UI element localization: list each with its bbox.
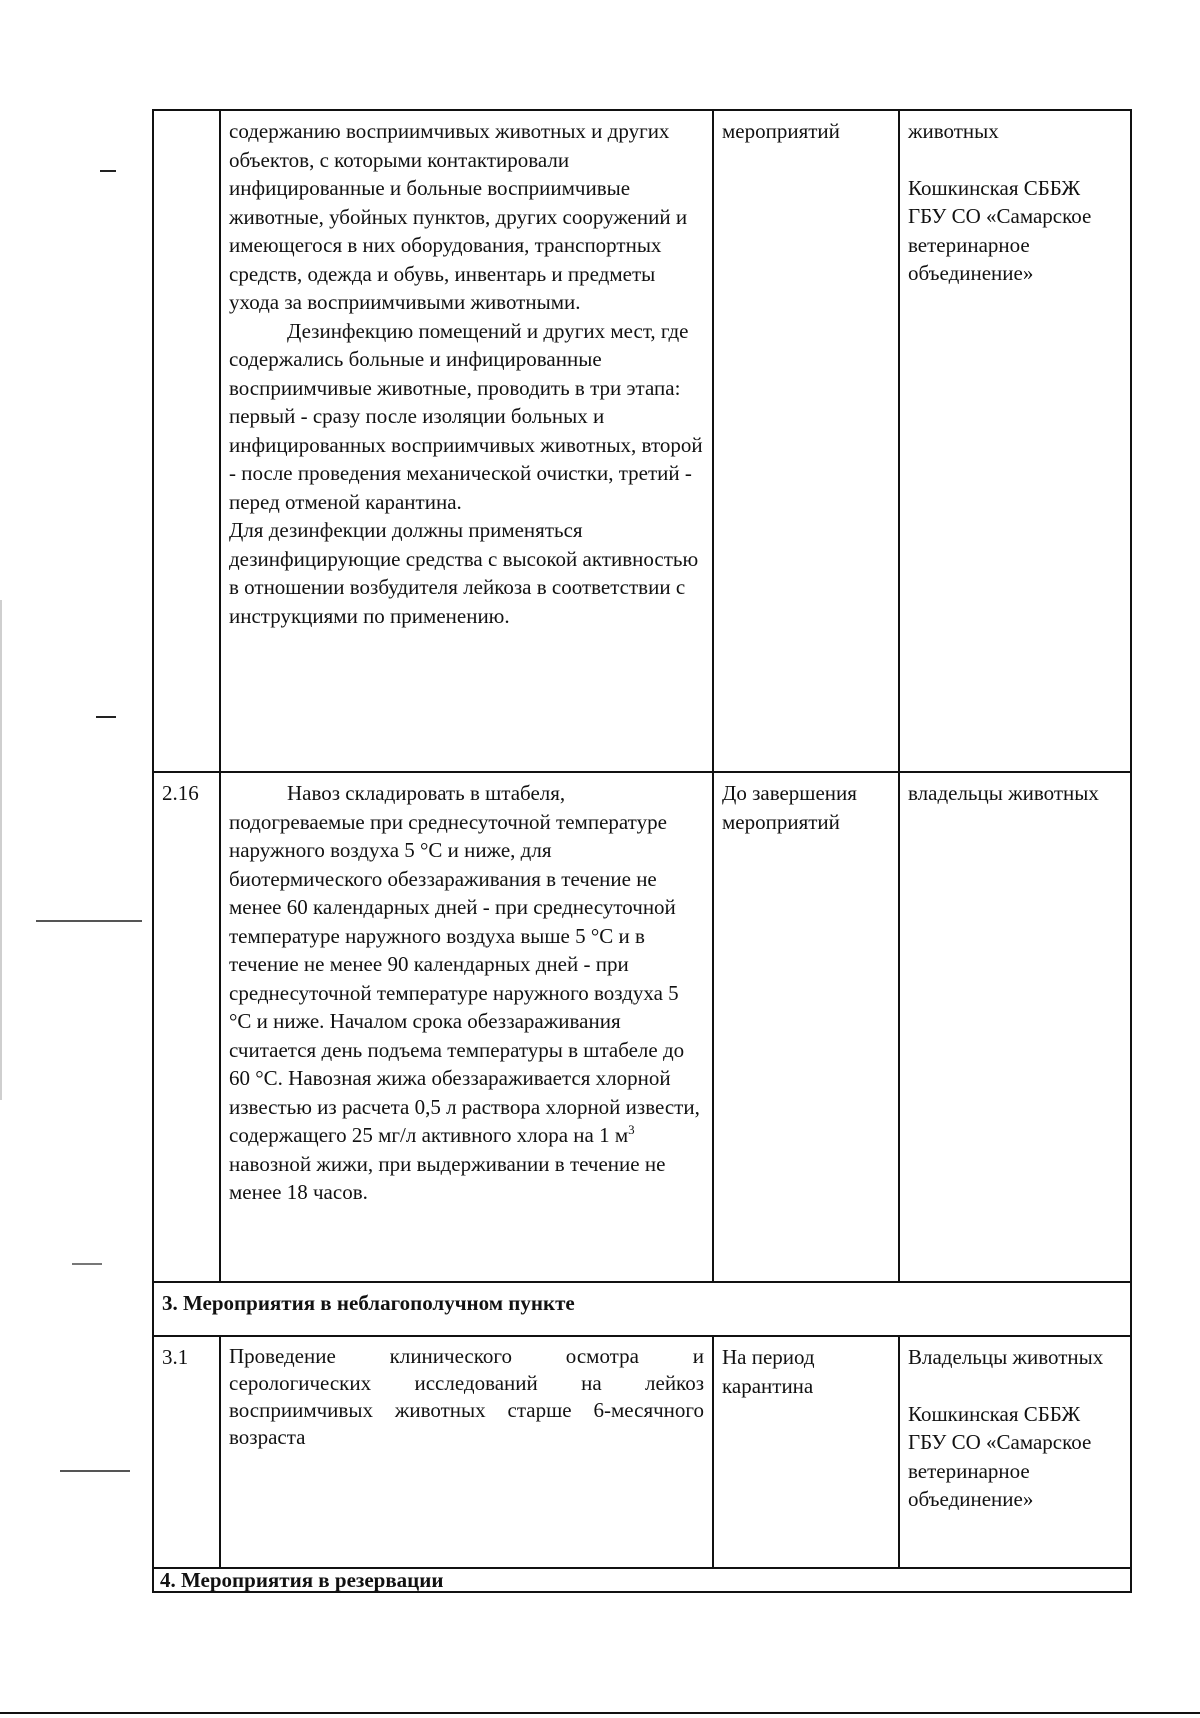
- scan-artifact: [60, 1470, 130, 1472]
- term-cell: До завершения мероприятий: [713, 772, 899, 1282]
- measure-text-end: навозной жижи, при выдерживании в течение не менее 18 часов.: [229, 1151, 666, 1204]
- row-number: [153, 110, 220, 772]
- measure-paragraph: Дезинфекцию помещений и других мест, где содержались больные и инфицированные восприимчивые животные, проводить в три этапа: первый - сразу после изоляции больных и инфицированных восприимчивых животных, второй - после проведения механической очистки, третий - перед отменой карантина.: [229, 318, 703, 514]
- measure-paragraph: Для дезинфекции должны применяться дезинфицирующие средства с высокой активностью в отношении возбудителя лейкоза в соответствии с инструкциями по применению.: [229, 518, 699, 628]
- responsible-line: Кошкинская СББЖ ГБУ СО «Самарское ветеринарное объединение»: [908, 1401, 1092, 1511]
- row-number: 3.1: [153, 1336, 220, 1568]
- responsible-cell: [899, 1336, 1131, 1568]
- measure-text-main: Навоз складировать в штабеля, подогреваемые при среднесуточной температуре наружного воздуха 5 °С и ниже, для биотермического обеззараживания в течение не менее 60 календарных дней - при среднесуточной температуре наружного воздуха выше 5 °С и в течение не менее 90 календарных дней - при среднесуточной температуре наружного воздуха 5 °С и ниже. Началом срока обеззараживания считается день подъема температуры в штабеле до 60 °С. Навозная жижа обеззараживается хлорной известью из расчета 0,5 л раствора хлорной извести, содержащего 25 мг/л активного хлора на 1 м: [229, 781, 700, 1147]
- section-title: 3. Мероприятия в неблагополучном пункте: [153, 1282, 1131, 1336]
- scan-bottom-edge: [0, 1712, 1200, 1714]
- table-row: [153, 110, 1131, 772]
- measures-table: [152, 109, 1132, 1593]
- scan-artifact: [36, 920, 142, 922]
- row-number: 2.16: [153, 772, 220, 1282]
- section-header-row: [153, 1282, 1131, 1336]
- section-header-row: [153, 1568, 1131, 1592]
- scan-artifact: [72, 1263, 102, 1265]
- table-row: [153, 772, 1131, 1282]
- table-row: [153, 1336, 1131, 1568]
- responsible-line: Кошкинская СББЖ ГБУ СО «Самарское ветеринарное объединение»: [908, 175, 1092, 285]
- term-cell: мероприятий: [713, 110, 899, 772]
- scan-artifact: [96, 716, 116, 718]
- measure-text: [220, 110, 713, 772]
- responsible-cell: [899, 110, 1131, 772]
- term-cell: На период карантина: [713, 1336, 899, 1568]
- measure-text: [220, 772, 713, 1282]
- section-title: 4. Мероприятия в резервации: [153, 1568, 1131, 1592]
- responsible-line: животных: [908, 119, 999, 143]
- responsible-line: Владельцы животных: [908, 1345, 1104, 1369]
- responsible-cell: владельцы животных: [899, 772, 1131, 1282]
- measure-paragraph: [229, 779, 704, 1207]
- scan-edge: [0, 600, 2, 1100]
- superscript: 3: [628, 1122, 635, 1137]
- measure-paragraph: содержанию восприимчивых животных и других объектов, с которыми контактировали инфицированные и больные восприимчивые животные, убойных пунктов, других сооружений и имеющегося в них оборудования, транспортных средств, одежда и обувь, инвентарь и предметы ухода за восприимчивыми животными.: [229, 119, 688, 314]
- spacer: [908, 146, 1122, 174]
- scan-artifact: [100, 170, 116, 172]
- measure-text: Проведение клинического осмотра и серологических исследований на лейкоз восприимчивых животных старше 6-месячного возраста: [220, 1336, 713, 1568]
- spacer: [908, 1372, 1122, 1400]
